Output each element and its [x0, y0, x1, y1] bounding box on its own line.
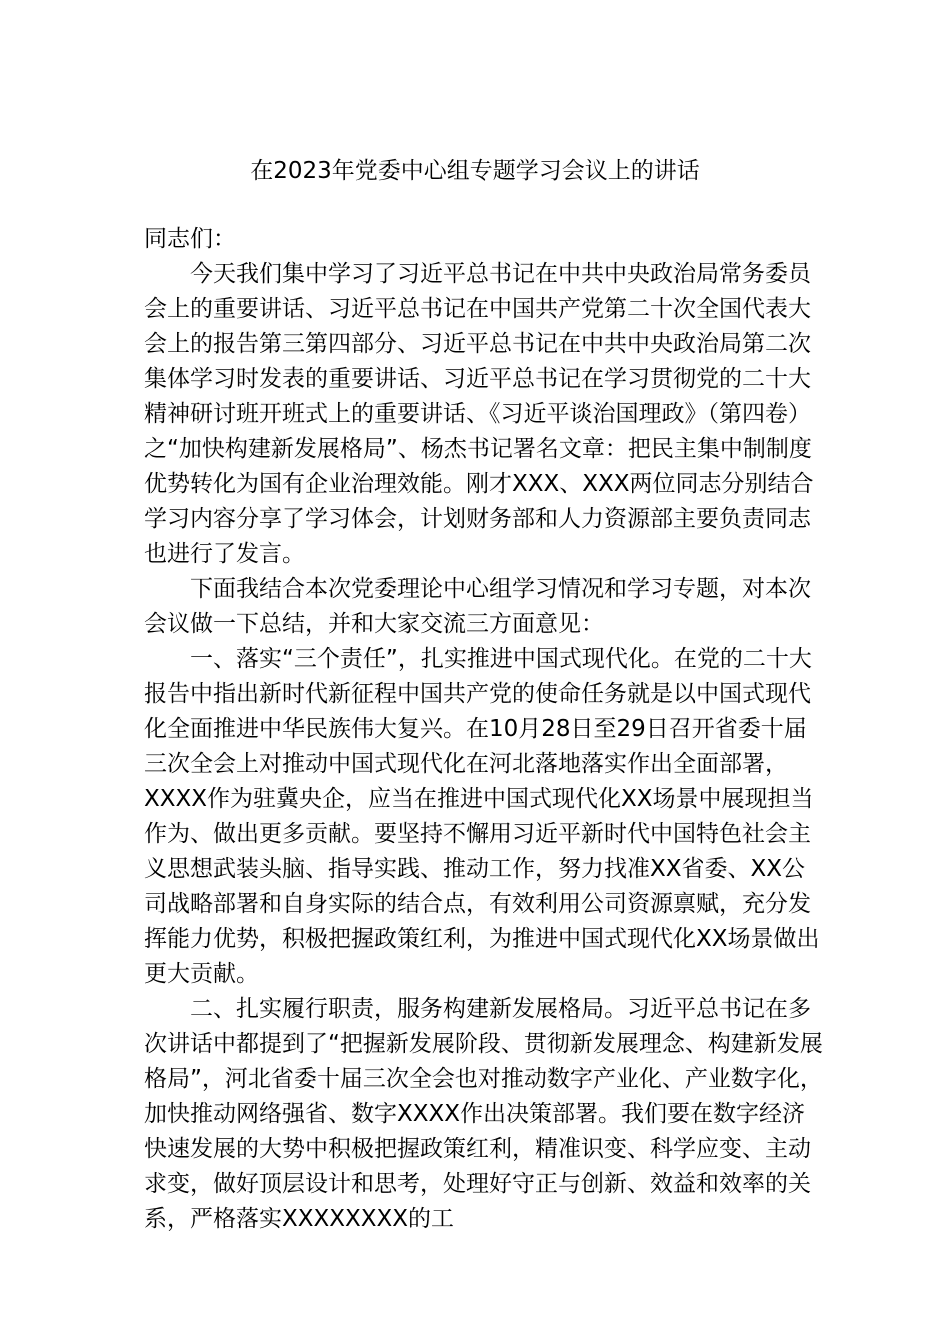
paragraph-intro: 今天我们集中学习了习近平总书记在中共中央政治局常务委员会上的重要讲话、习近平总书记在中国共产党第二十次全国代表大会上的报告第三第四部分、习近平总书记在中共中央政治局第二次集体学习时发表的重要讲话、习近平总书记在学习贯彻党的二十大精神研讨班开班式上的重要讲话、《习近平谈治国理政》（第四卷）之“加快构建新发展格局”、杨杰书记署名文章：把民主集中制制度优势转化为国有企业治理效能。刚才XXX、XXX两位同志分别结合学习内容分享了学习体会，计划财务部和人力资源部主要负责同志也进行了发言。	[144, 261, 814, 567]
document-body	[144, 222, 824, 1237]
salutation: 同志们：	[144, 226, 236, 252]
paragraph-transition: 下面我结合本次党委理论中心组学习情况和学习专题，对本次会议做一下总结，并和大家交流三方面意见：	[144, 576, 811, 637]
document-title: 在2023年党委中心组专题学习会议上的讲话	[250, 158, 700, 184]
paragraph-point-one: 一、落实“三个责任”，扎实推进中国式现代化。在党的二十大报告中指出新时代新征程中国共产党的使命任务就是以中国式现代化全面推进中华民族伟大复兴。在10月28日至29日召开省委十届三次全会上对推动中国式现代化在河北落地落实作出全面部署，XXXX作为驻冀央企，应当在推进中国式现代化XX场景中展现担当作为、做出更多贡献。要坚持不懈用习近平新时代中国特色社会主义思想武装头脑、指导实践、推动工作，努力找准XX省委、XX公司战略部署和自身实际的结合点，有效利用公司资源禀赋，充分发挥能力优势，积极把握政策红利，为推进中国式现代化XX场景做出更大贡献。	[144, 646, 820, 987]
paragraph-point-two: 二、扎实履行职责，服务构建新发展格局。习近平总书记在多次讲话中都提到了“把握新发展阶段、贯彻新发展理念、构建新发展格局”，河北省委十届三次全会也对推动数字产业化、产业数字化，加快推动网络强省、数字XXXX作出决策部署。我们要在数字经济快速发展的大势中积极把握政策红利，精准识变、科学应变、主动求变，做好顶层设计和思考，处理好守正与创新、效益和效率的关系，严格落实XXXXXXXX的工	[144, 996, 823, 1232]
